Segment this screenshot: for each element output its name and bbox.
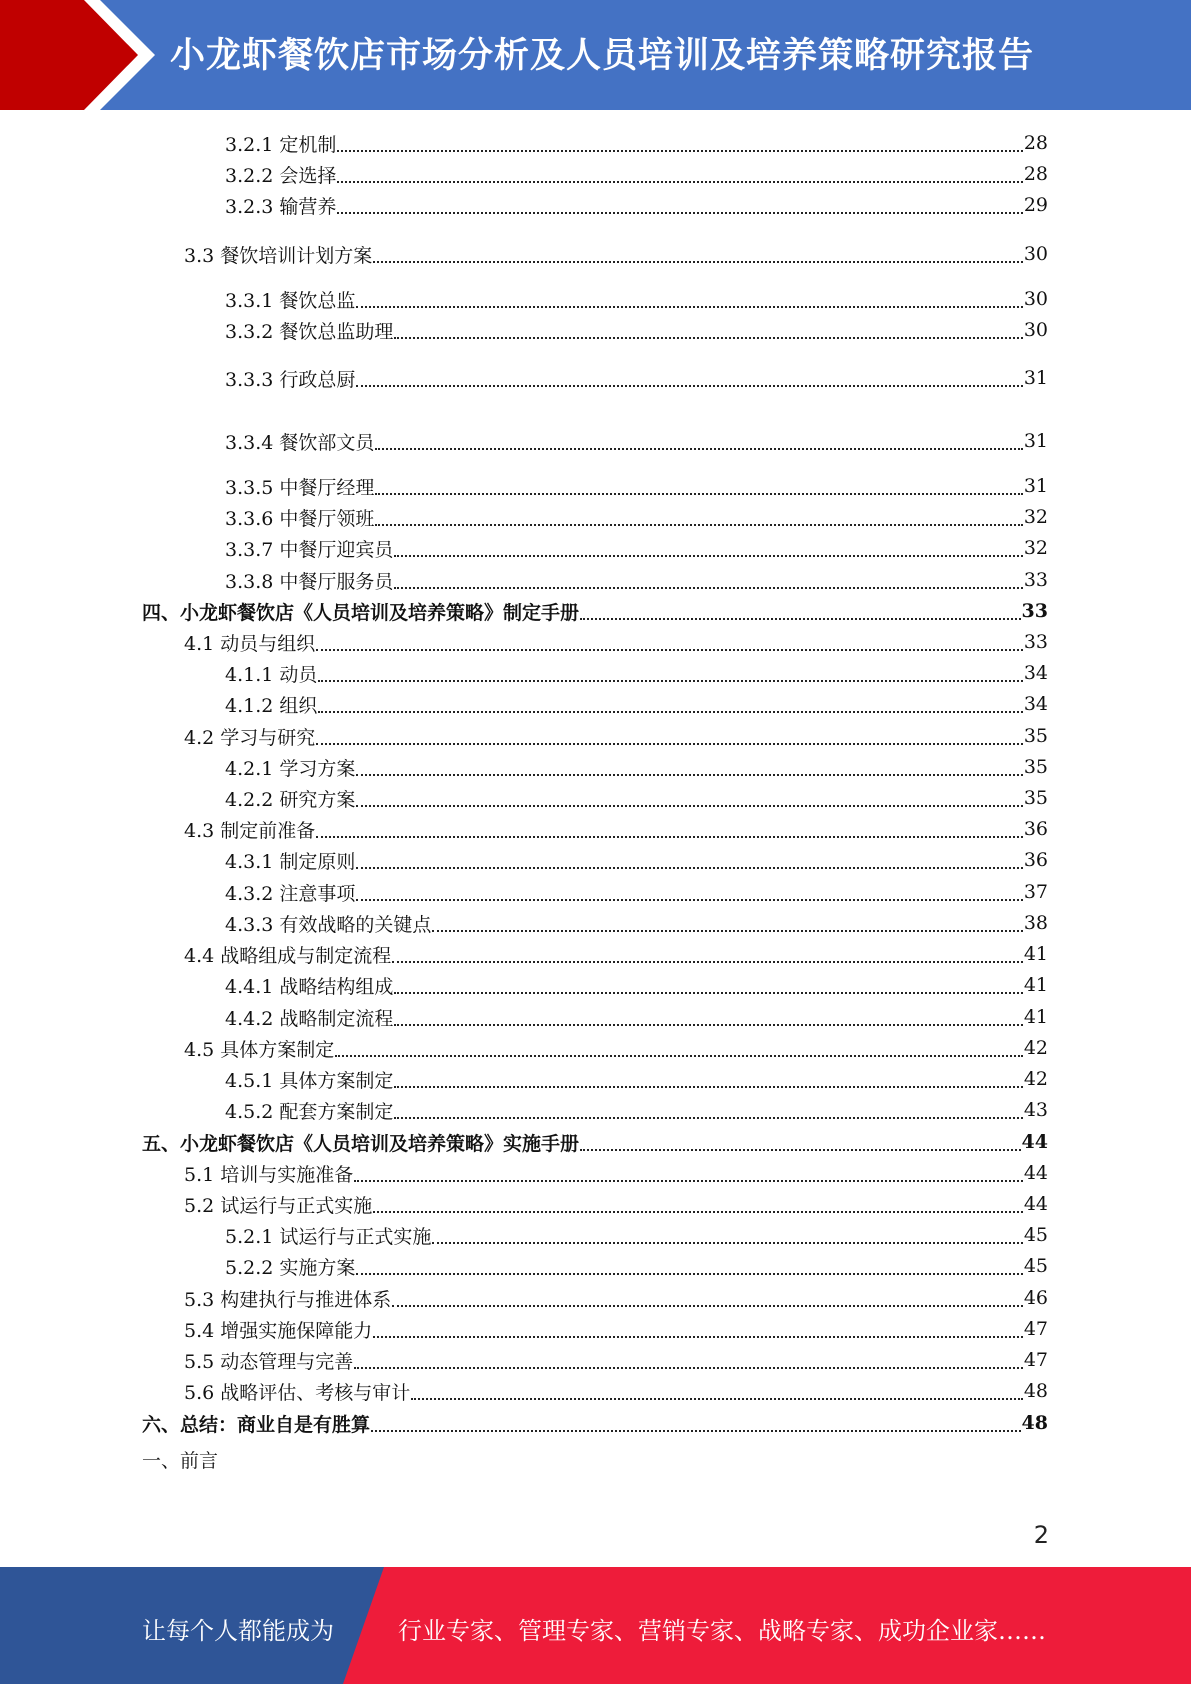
toc-leader-dots — [356, 839, 1022, 869]
toc-page-number: 34 — [1023, 662, 1048, 684]
toc-leader-dots — [316, 715, 1023, 745]
toc-leader-dots — [373, 1183, 1023, 1213]
toc-entry-label: 4.4.1 战略结构组成 — [225, 975, 394, 998]
toc-page-number: 48 — [1021, 1412, 1048, 1434]
toc-entry-label: 3.3.6 中餐厅领班 — [225, 507, 375, 530]
toc-entry[interactable] — [184, 1377, 1048, 1405]
toc-page-number: 35 — [1023, 787, 1048, 809]
toc-page-number: 44 — [1023, 1193, 1048, 1215]
document-title: 小龙虾餐饮店市场分析及人员培训及培养策略研究报告 — [170, 36, 1035, 76]
toc-page-number: 46 — [1023, 1287, 1048, 1309]
toc-entry[interactable] — [184, 240, 1048, 268]
toc-leader-dots — [394, 559, 1022, 589]
toc-leader-dots — [356, 871, 1022, 901]
toc-leader-dots — [394, 1089, 1022, 1119]
toc-page-number: 43 — [1023, 1099, 1048, 1121]
toc-page-number: 28 — [1023, 163, 1048, 185]
toc-leader-dots — [375, 420, 1022, 450]
toc-leader-dots — [335, 1027, 1023, 1057]
toc-entry[interactable] — [225, 971, 1048, 999]
toc-leader-dots — [394, 527, 1022, 557]
toc-entry-label: 4.5.2 配套方案制定 — [225, 1100, 394, 1123]
toc-entry-label: 3.3.2 餐饮总监助理 — [225, 320, 394, 343]
toc-leader-dots — [392, 933, 1023, 963]
toc-page-number: 44 — [1021, 1131, 1048, 1153]
toc-entry-label: 3.3.1 餐饮总监 — [225, 289, 356, 312]
toc-page-number: 42 — [1023, 1037, 1048, 1059]
toc-leader-dots — [375, 496, 1022, 526]
toc-entry-label: 4.1.2 组织 — [225, 694, 318, 717]
toc-entry-label: 5.6 战略评估、考核与审计 — [184, 1381, 411, 1404]
toc-page-number: 31 — [1023, 367, 1048, 389]
toc-entry-label: 5.2 试运行与正式实施 — [184, 1194, 373, 1217]
toc-entry[interactable] — [225, 427, 1048, 455]
toc-leader-dots — [394, 996, 1022, 1026]
toc-entry-label: 4.2 学习与研究 — [184, 726, 316, 749]
toc-page-number: 38 — [1023, 912, 1048, 934]
toc-entry-label: 4.3.2 注意事项 — [225, 882, 356, 905]
toc-leader-dots — [354, 1152, 1023, 1182]
toc-leader-dots — [356, 1245, 1022, 1275]
toc-leader-dots — [394, 964, 1022, 994]
toc-page-number: 33 — [1023, 631, 1048, 653]
toc-entry-label: 4.3.3 有效战略的关键点 — [225, 913, 432, 936]
toc-entry-label: 3.3 餐饮培训计划方案 — [184, 244, 373, 267]
toc-page-number: 35 — [1023, 725, 1048, 747]
toc-page-number: 41 — [1023, 1006, 1048, 1028]
toc-entry-label: 4.1.1 动员 — [225, 663, 318, 686]
toc-leader-dots — [356, 357, 1022, 387]
section-heading: 一、前言 — [142, 1450, 219, 1472]
toc-page-number: 31 — [1023, 475, 1048, 497]
toc-entry-label: 5.2.2 实施方案 — [225, 1256, 356, 1279]
page-number: 2 — [1033, 1521, 1049, 1549]
toc-page-number: 33 — [1021, 600, 1048, 622]
toc-page-number: 29 — [1023, 194, 1048, 216]
toc-entry[interactable] — [225, 846, 1048, 874]
toc-entry-label: 3.3.5 中餐厅经理 — [225, 476, 375, 499]
toc-entry-label: 3.2.3 输营养 — [225, 195, 337, 218]
toc-leader-dots — [354, 1339, 1023, 1369]
toc-entry-label: 5.3 构建执行与推进体系 — [184, 1288, 392, 1311]
toc-page-number: 47 — [1023, 1349, 1048, 1371]
toc-entry-label: 5.1 培训与实施准备 — [184, 1163, 354, 1186]
toc-page-number: 30 — [1023, 319, 1048, 341]
toc-page-number: 32 — [1023, 506, 1048, 528]
toc-page-number: 41 — [1023, 943, 1048, 965]
toc-entry-label: 四、小龙虾餐饮店《人员培训及培养策略》制定手册 — [142, 601, 580, 624]
toc-entry[interactable] — [225, 1252, 1048, 1280]
toc-entry[interactable] — [225, 316, 1048, 344]
toc-entry-label: 4.2.1 学习方案 — [225, 757, 356, 780]
toc-entry-label: 4.4 战略组成与制定流程 — [184, 944, 392, 967]
toc-leader-dots — [337, 184, 1022, 214]
toc-page-number: 35 — [1023, 756, 1048, 778]
footer-tagline: 行业专家、管理专家、营销专家、战略专家、成功企业家…… — [398, 1617, 1046, 1645]
toc-entry-label: 4.4.2 战略制定流程 — [225, 1007, 394, 1030]
toc-leader-dots — [432, 902, 1022, 932]
toc-page-number: 47 — [1023, 1318, 1048, 1340]
toc-leader-dots — [411, 1370, 1023, 1400]
toc-leader-dots — [580, 590, 1021, 620]
footer-slogan: 让每个人都能成为 — [142, 1617, 334, 1645]
toc-page-number: 31 — [1023, 430, 1048, 452]
toc-leader-dots — [318, 683, 1022, 713]
toc-entry[interactable] — [225, 690, 1048, 718]
toc-leader-dots — [337, 122, 1022, 152]
toc-entry-label: 3.2.2 会选择 — [225, 164, 337, 187]
toc-entry-label: 4.3.1 制定原则 — [225, 850, 356, 873]
toc-entry-label: 4.5.1 具体方案制定 — [225, 1069, 394, 1092]
toc-page-number: 30 — [1023, 243, 1048, 265]
toc-entry-label: 3.3.7 中餐厅迎宾员 — [225, 538, 394, 561]
toc-leader-dots — [316, 621, 1023, 651]
toc-page-number: 37 — [1023, 881, 1048, 903]
toc-page-number: 28 — [1023, 132, 1048, 154]
toc-entry-label: 5.4 增强实施保障能力 — [184, 1319, 373, 1342]
toc-leader-dots — [373, 1308, 1023, 1338]
toc-page-number: 36 — [1023, 818, 1048, 840]
toc-leader-dots — [392, 1277, 1023, 1307]
toc-leader-dots — [580, 1121, 1021, 1151]
toc-page-number: 44 — [1023, 1162, 1048, 1184]
toc-entry-label: 5.5 动态管理与完善 — [184, 1350, 354, 1373]
toc-leader-dots — [337, 153, 1022, 183]
toc-entry-label: 3.3.8 中餐厅服务员 — [225, 570, 394, 593]
toc-leader-dots — [394, 1058, 1022, 1088]
toc-page-number: 36 — [1023, 849, 1048, 871]
toc-entry-label: 4.1 动员与组织 — [184, 632, 316, 655]
toc-entry-label: 3.2.1 定机制 — [225, 133, 337, 156]
toc-page-number: 42 — [1023, 1068, 1048, 1090]
toc-entry[interactable] — [225, 364, 1048, 392]
toc-entry-label: 5.2.1 试运行与正式实施 — [225, 1225, 432, 1248]
toc-leader-dots — [432, 1214, 1022, 1244]
toc-entry[interactable] — [225, 534, 1048, 562]
page-footer — [0, 1567, 1191, 1684]
toc-entry-label: 五、小龙虾餐饮店《人员培训及培养策略》实施手册 — [142, 1132, 580, 1155]
toc-leader-dots — [373, 233, 1023, 263]
toc-leader-dots — [394, 309, 1022, 339]
toc-chapter-entry[interactable] — [142, 1409, 1048, 1437]
toc-entry-label: 3.3.4 餐饮部文员 — [225, 431, 375, 454]
toc-leader-dots — [375, 465, 1022, 495]
toc-entry-label: 3.3.3 行政总厨 — [225, 368, 356, 391]
page-header — [0, 0, 1191, 110]
toc-entry[interactable] — [225, 191, 1048, 219]
toc-page-number: 45 — [1023, 1224, 1048, 1246]
toc-entry[interactable] — [225, 1096, 1048, 1124]
toc-leader-dots — [356, 777, 1022, 807]
toc-entry-label: 六、总结：商业自是有胜算 — [142, 1413, 371, 1436]
toc-entry-label: 4.3 制定前准备 — [184, 819, 316, 842]
toc-page-number: 32 — [1023, 537, 1048, 559]
toc-leader-dots — [318, 652, 1022, 682]
toc-page-number: 41 — [1023, 974, 1048, 996]
toc-leader-dots — [316, 808, 1023, 838]
toc-page-number: 45 — [1023, 1255, 1048, 1277]
toc-page-number: 30 — [1023, 288, 1048, 310]
toc-entry-label: 4.5 具体方案制定 — [184, 1038, 335, 1061]
toc-leader-dots — [356, 278, 1022, 308]
toc-page-number: 33 — [1023, 569, 1048, 591]
toc-leader-dots — [356, 746, 1022, 776]
toc-page-number: 34 — [1023, 693, 1048, 715]
toc-entry-label: 4.2.2 研究方案 — [225, 788, 356, 811]
toc-page-number: 48 — [1023, 1380, 1048, 1402]
toc-leader-dots — [371, 1402, 1021, 1432]
